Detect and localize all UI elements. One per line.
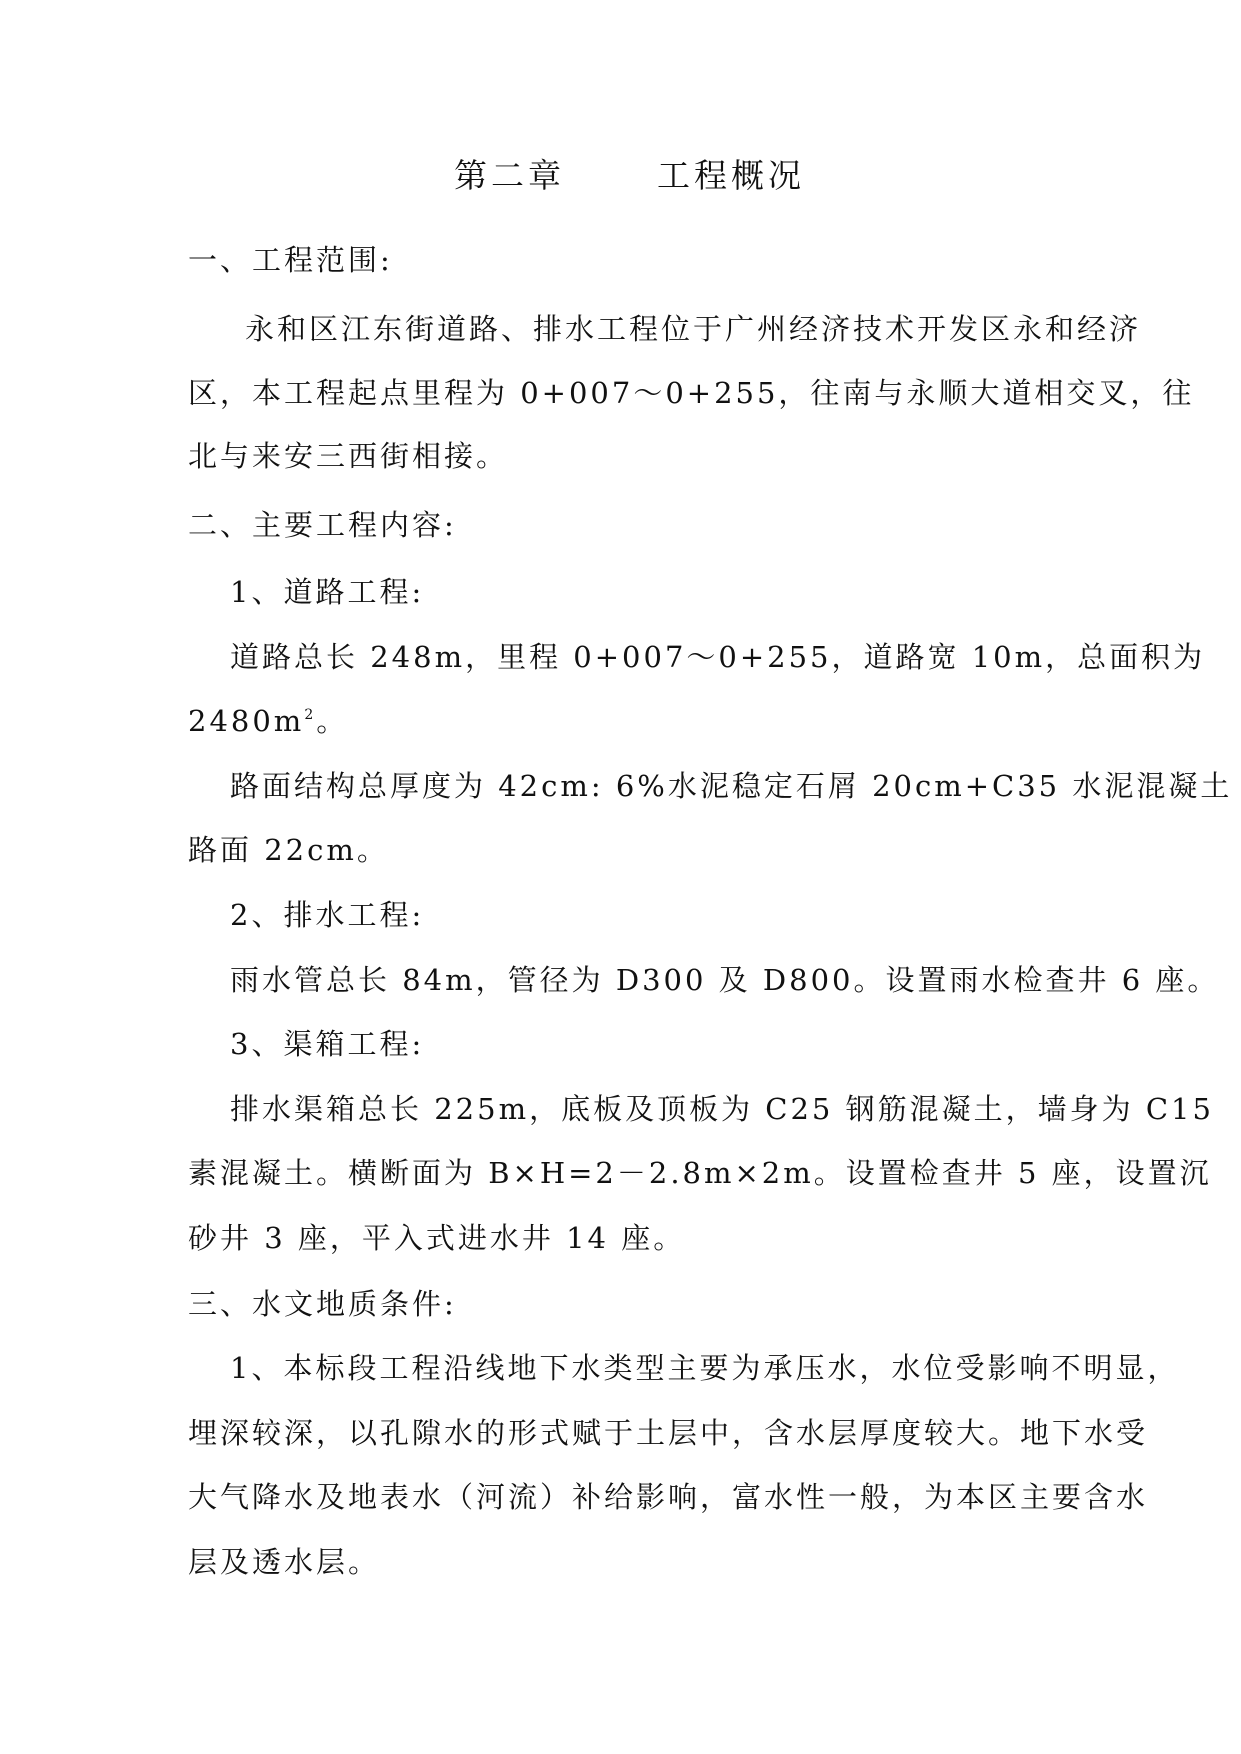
paragraph-line: 砂井 3 座，平入式进水井 14 座。 — [188, 1221, 686, 1255]
area-unit-superscript: 2 — [304, 707, 317, 723]
section-heading-hydro: 三、水文地质条件: — [188, 1287, 457, 1321]
paragraph-line: 排水渠箱总长 225m，底板及顶板为 C25 钢筋混凝土，墙身为 C15 — [230, 1092, 1214, 1126]
paragraph-line: 路面结构总厚度为 42cm: 6%水泥稳定石屑 20cm+C35 水泥混凝土 — [230, 769, 1233, 803]
paragraph-line: 1、本标段工程沿线地下水类型主要为承压水，水位受影响不明显， — [230, 1351, 1180, 1385]
chapter-title: 工程概况 — [657, 156, 805, 195]
paragraph-line: 素混凝土。横断面为 B×H=2－2.8m×2m。设置检查井 5 座，设置沉 — [188, 1156, 1212, 1190]
chapter-heading — [454, 156, 805, 196]
paragraph-line: 埋深较深，以孔隙水的形式赋于土层中，含水层厚度较大。地下水受 — [188, 1416, 1149, 1450]
paragraph-line: 路面 22cm。 — [188, 833, 389, 867]
paragraph-line: 永和区江东街道路、排水工程位于广州经济技术开发区永和经济 — [245, 312, 1142, 346]
section-heading-scope: 一、工程范围: — [188, 243, 393, 277]
area-line — [188, 701, 348, 741]
section-heading-content: 二、主要工程内容: — [188, 508, 457, 542]
area-tail: 。 — [316, 704, 349, 738]
area-value: 2480m — [188, 704, 305, 738]
subsection-heading-road: 1、道路工程: — [230, 575, 425, 609]
paragraph-line: 层及透水层。 — [188, 1545, 381, 1579]
paragraph-line: 雨水管总长 84m，管径为 D300 及 D800。设置雨水检查井 6 座。 — [230, 963, 1220, 997]
paragraph-line: 北与来安三西街相接。 — [188, 439, 509, 473]
subsection-heading-drainage: 2、排水工程: — [230, 898, 425, 932]
subsection-heading-culvert: 3、渠箱工程: — [230, 1027, 425, 1061]
paragraph-line: 区，本工程起点里程为 0+007～0+255，往南与永顺大道相交叉，往 — [188, 376, 1195, 410]
paragraph-line: 道路总长 248m，里程 0+007～0+255，道路宽 10m，总面积为 — [230, 640, 1206, 674]
paragraph-line: 大气降水及地表水（河流）补给影响，富水性一般，为本区主要含水 — [188, 1480, 1149, 1514]
chapter-number: 第二章 — [454, 156, 565, 195]
